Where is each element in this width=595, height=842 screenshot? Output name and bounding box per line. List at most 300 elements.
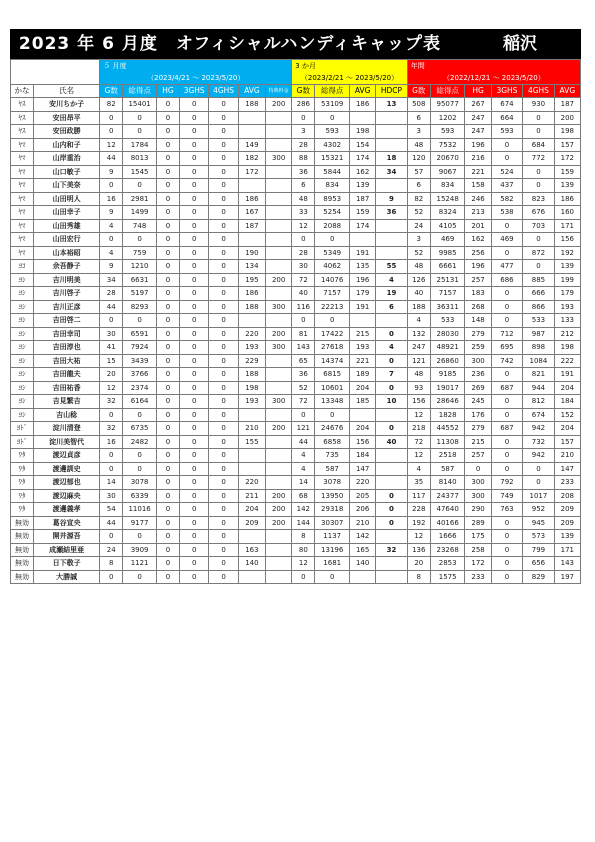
kana-cell: ﾖｼ (11, 314, 34, 328)
hdcp-cell: 0 (376, 422, 407, 436)
cell: 212 (554, 327, 580, 341)
cell: 197 (554, 570, 580, 584)
col-header-kana: かな (11, 85, 34, 98)
cell: 209 (554, 503, 580, 517)
cell: 1784 (123, 138, 157, 152)
cell: 9 (100, 165, 123, 179)
cell: 0 (123, 462, 157, 476)
cell: 139 (554, 260, 580, 274)
cell: 684 (523, 138, 554, 152)
cell: 34 (100, 273, 123, 287)
hdcp-cell: 0 (376, 503, 407, 517)
cell: 0 (179, 111, 208, 125)
cell: 0 (156, 138, 179, 152)
cell: 4 (292, 449, 315, 463)
cell: 0 (156, 408, 179, 422)
cell: 221 (465, 165, 491, 179)
table-row (11, 381, 581, 395)
cell: 159 (554, 165, 580, 179)
name-cell: 開井源吾 (34, 530, 100, 544)
cell: 0 (523, 165, 554, 179)
cell: 0 (523, 462, 554, 476)
cell: 300 (266, 395, 292, 409)
cell: 0 (491, 395, 522, 409)
cell: 167 (238, 206, 265, 220)
col-header: 3GHS (491, 85, 522, 98)
cell: 121 (407, 354, 430, 368)
cell: 80 (292, 543, 315, 557)
cell: 573 (523, 530, 554, 544)
cell: 12 (407, 449, 430, 463)
cell: 7532 (430, 138, 465, 152)
kana-cell: ﾜﾀ (11, 476, 34, 490)
cell: 1210 (123, 260, 157, 274)
cell: 1121 (123, 557, 157, 571)
table-row (11, 206, 581, 220)
cell: 0 (156, 260, 179, 274)
cell: 269 (465, 381, 491, 395)
cell: 140 (350, 557, 376, 571)
cell: 236 (465, 368, 491, 382)
cell (266, 449, 292, 463)
cell: 772 (523, 152, 554, 166)
cell: 3766 (123, 368, 157, 382)
cell: 14 (100, 476, 123, 490)
cell: 885 (523, 273, 554, 287)
cell: 48 (407, 138, 430, 152)
cell: 0 (156, 165, 179, 179)
col-header: 総得点 (315, 85, 350, 98)
cell (350, 111, 376, 125)
cell: 0 (209, 206, 238, 220)
kana-cell: ﾜﾀ (11, 489, 34, 503)
name-cell: 渡辺郁也 (34, 476, 100, 490)
hdcp-cell: 0 (376, 489, 407, 503)
cell (266, 570, 292, 584)
cell: 116 (292, 300, 315, 314)
section-3month-range: （2023/2/21 ～ 2023/5/20） (292, 72, 407, 85)
cell: 0 (209, 125, 238, 139)
cell: 0 (491, 435, 522, 449)
cell: 4 (100, 219, 123, 233)
cell: 0 (156, 462, 179, 476)
cell: 120 (407, 152, 430, 166)
cell: 0 (100, 408, 123, 422)
cell: 196 (465, 260, 491, 274)
cell: 72 (407, 435, 430, 449)
cell: 1202 (430, 111, 465, 125)
cell: 593 (430, 125, 465, 139)
cell: 28646 (430, 395, 465, 409)
hdcp-cell: 55 (376, 260, 407, 274)
cell: 149 (238, 138, 265, 152)
cell: 533 (430, 314, 465, 328)
cell: 30 (100, 489, 123, 503)
hdcp-cell (376, 219, 407, 233)
cell: 687 (491, 422, 522, 436)
cell: 0 (100, 314, 123, 328)
cell: 0 (179, 165, 208, 179)
col-header: G数 (407, 85, 430, 98)
cell: 524 (491, 165, 522, 179)
hdcp-cell: 0 (376, 381, 407, 395)
cell: 140 (238, 557, 265, 571)
cell: 0 (465, 462, 491, 476)
cell: 0 (156, 327, 179, 341)
cell (266, 233, 292, 247)
hdcp-cell (376, 476, 407, 490)
cell: 0 (209, 395, 238, 409)
cell: 156 (407, 395, 430, 409)
cell: 213 (465, 206, 491, 220)
cell: 742 (491, 354, 522, 368)
cell: 0 (292, 233, 315, 247)
cell: 220 (238, 327, 265, 341)
name-cell: 安田政勝 (34, 125, 100, 139)
section-annual-label: 年間 (407, 60, 580, 73)
cell: 187 (350, 192, 376, 206)
col-header: 4GHS (523, 85, 554, 98)
cell: 40 (407, 287, 430, 301)
table-row (11, 314, 581, 328)
cell: 0 (179, 503, 208, 517)
cell: 200 (266, 503, 292, 517)
kana-cell: ﾔｽ (11, 111, 34, 125)
cell: 187 (554, 98, 580, 112)
cell: 52 (292, 381, 315, 395)
cell: 0 (209, 570, 238, 584)
cell: 54 (100, 503, 123, 517)
cell: 233 (554, 476, 580, 490)
cell: 290 (465, 503, 491, 517)
cell: 0 (123, 314, 157, 328)
name-cell: 淀川清登 (34, 422, 100, 436)
cell: 0 (209, 287, 238, 301)
cell: 13196 (315, 543, 350, 557)
cell: 687 (491, 381, 522, 395)
cell: 1828 (430, 408, 465, 422)
cell: 155 (238, 435, 265, 449)
cell: 93 (407, 381, 430, 395)
cell: 186 (350, 98, 376, 112)
cell: 196 (350, 273, 376, 287)
cell: 0 (100, 179, 123, 193)
kana-cell: 無効 (11, 543, 34, 557)
title-bar (10, 29, 581, 59)
cell: 186 (238, 192, 265, 206)
cell: 0 (292, 570, 315, 584)
blank-cell (11, 60, 100, 73)
cell: 258 (465, 543, 491, 557)
cell: 17422 (315, 327, 350, 341)
cell: 9 (100, 206, 123, 220)
cell: 187 (238, 219, 265, 233)
section-monthly-label: ５ 月度 (100, 60, 292, 73)
hdcp-cell: 40 (376, 435, 407, 449)
table-row (11, 489, 581, 503)
cell (266, 408, 292, 422)
cell: 204 (350, 422, 376, 436)
cell: 0 (179, 381, 208, 395)
cell: 0 (156, 395, 179, 409)
cell: 12 (292, 219, 315, 233)
cell: 674 (491, 98, 522, 112)
cell: 0 (209, 381, 238, 395)
hdcp-cell: 0 (376, 516, 407, 530)
cell: 193 (554, 300, 580, 314)
cell: 247 (465, 111, 491, 125)
cell: 3909 (123, 543, 157, 557)
cell: 0 (209, 165, 238, 179)
name-cell: 渡邊訓史 (34, 462, 100, 476)
cell: 749 (491, 489, 522, 503)
cell: 19017 (430, 381, 465, 395)
table-row (11, 516, 581, 530)
cell: 13348 (315, 395, 350, 409)
cell: 0 (491, 557, 522, 571)
cell: 156 (554, 233, 580, 247)
cell: 930 (523, 98, 554, 112)
cell: 229 (238, 354, 265, 368)
name-cell: 渡辺麻央 (34, 489, 100, 503)
cell: 0 (156, 314, 179, 328)
cell: 257 (465, 449, 491, 463)
cell (238, 462, 265, 476)
cell: 8013 (123, 152, 157, 166)
cell: 0 (179, 570, 208, 584)
cell: 0 (156, 98, 179, 112)
cell: 866 (523, 300, 554, 314)
col-header: AVG (554, 85, 580, 98)
hdcp-cell (376, 570, 407, 584)
cell: 0 (209, 152, 238, 166)
cell: 0 (179, 179, 208, 193)
cell: 0 (123, 233, 157, 247)
cell: 220 (238, 476, 265, 490)
cell: 44 (100, 516, 123, 530)
cell: 6164 (123, 395, 157, 409)
cell: 0 (491, 287, 522, 301)
name-cell: 吉田幸司 (34, 327, 100, 341)
cell: 8324 (430, 206, 465, 220)
cell: 30 (100, 327, 123, 341)
cell: 1084 (523, 354, 554, 368)
cell: 14 (292, 476, 315, 490)
cell: 0 (156, 449, 179, 463)
table-row (11, 287, 581, 301)
cell: 210 (350, 516, 376, 530)
cell: 215 (350, 327, 376, 341)
cell: 117 (407, 489, 430, 503)
cell: 8140 (430, 476, 465, 490)
cell: 823 (523, 192, 554, 206)
col-header: 特典料金 (266, 85, 292, 98)
hdcp-cell (376, 111, 407, 125)
cell: 215 (465, 435, 491, 449)
hdcp-cell: 0 (376, 354, 407, 368)
cell: 0 (209, 246, 238, 260)
kana-cell: ﾖｼ (11, 368, 34, 382)
hdcp-cell (376, 557, 407, 571)
cell: 6815 (315, 368, 350, 382)
cell: 0 (100, 570, 123, 584)
cell: 186 (554, 192, 580, 206)
cell: 11016 (123, 503, 157, 517)
cell: 0 (209, 219, 238, 233)
cell: 2482 (123, 435, 157, 449)
cell: 48 (292, 192, 315, 206)
cell: 0 (179, 516, 208, 530)
cell: 0 (123, 408, 157, 422)
cell: 200 (266, 327, 292, 341)
cell: 4 (292, 462, 315, 476)
cell: 3078 (123, 476, 157, 490)
hdcp-cell (376, 314, 407, 328)
cell: 0 (292, 111, 315, 125)
cell (266, 138, 292, 152)
cell: 200 (266, 516, 292, 530)
cell: 48 (407, 260, 430, 274)
cell: 135 (350, 260, 376, 274)
name-cell: 吉川正彦 (34, 300, 100, 314)
cell: 36311 (430, 300, 465, 314)
cell: 0 (292, 314, 315, 328)
cell: 233 (465, 570, 491, 584)
cell: 0 (179, 489, 208, 503)
hdcp-cell (376, 233, 407, 247)
kana-cell: 無効 (11, 516, 34, 530)
kana-cell: ﾖｼ (11, 273, 34, 287)
table-row (11, 219, 581, 233)
cell: 193 (238, 341, 265, 355)
cell: 0 (491, 449, 522, 463)
cell: 126 (407, 273, 430, 287)
cell (266, 206, 292, 220)
cell: 0 (123, 570, 157, 584)
cell: 0 (156, 435, 179, 449)
cell: 13950 (315, 489, 350, 503)
cell: 15 (100, 354, 123, 368)
kana-cell: ﾖｼ (11, 341, 34, 355)
cell: 942 (523, 449, 554, 463)
cell: 0 (156, 354, 179, 368)
cell: 15401 (123, 98, 157, 112)
cell: 204 (554, 422, 580, 436)
cell: 821 (523, 368, 554, 382)
kana-cell: ﾜﾀ (11, 503, 34, 517)
cell (350, 314, 376, 328)
cell: 0 (156, 152, 179, 166)
cell: 0 (491, 462, 522, 476)
name-cell: 成瀬結里亜 (34, 543, 100, 557)
cell: 664 (491, 111, 522, 125)
cell: 0 (523, 111, 554, 125)
cell: 36 (292, 165, 315, 179)
cell: 156 (350, 435, 376, 449)
cell: 0 (209, 422, 238, 436)
table-row (11, 395, 581, 409)
table-row (11, 557, 581, 571)
cell: 82 (407, 192, 430, 206)
name-cell: 山本裕昭 (34, 246, 100, 260)
table-row (11, 246, 581, 260)
table-row (11, 273, 581, 287)
cell: 2374 (123, 381, 157, 395)
cell: 0 (491, 408, 522, 422)
cell (266, 111, 292, 125)
cell: 204 (350, 381, 376, 395)
kana-cell: ﾔﾏ (11, 219, 34, 233)
cell: 945 (523, 516, 554, 530)
cell: 211 (238, 489, 265, 503)
table-row (11, 422, 581, 436)
cell (266, 165, 292, 179)
cell: 703 (523, 219, 554, 233)
cell: 0 (179, 530, 208, 544)
cell: 159 (350, 206, 376, 220)
site-name: 稲沢 (503, 34, 537, 54)
cell: 40166 (430, 516, 465, 530)
cell: 179 (554, 287, 580, 301)
cell: 72 (292, 273, 315, 287)
cell: 1666 (430, 530, 465, 544)
cell: 193 (238, 395, 265, 409)
cell: 142 (292, 503, 315, 517)
cell (266, 260, 292, 274)
cell: 65 (292, 354, 315, 368)
cell: 196 (465, 138, 491, 152)
cell: 593 (315, 125, 350, 139)
cell: 216 (465, 152, 491, 166)
kana-cell: ﾔﾏ (11, 138, 34, 152)
cell: 0 (209, 408, 238, 422)
name-cell: 山田幸子 (34, 206, 100, 220)
cell: 0 (179, 462, 208, 476)
cell: 1681 (315, 557, 350, 571)
cell: 6661 (430, 260, 465, 274)
col-header: 4GHS (209, 85, 238, 98)
cell: 0 (209, 179, 238, 193)
cell: 148 (465, 314, 491, 328)
table-row (11, 476, 581, 490)
cell: 0 (156, 381, 179, 395)
cell: 0 (156, 476, 179, 490)
cell: 279 (465, 327, 491, 341)
cell: 2853 (430, 557, 465, 571)
cell: 3078 (315, 476, 350, 490)
cell: 132 (407, 327, 430, 341)
cell: 16 (100, 192, 123, 206)
cell: 0 (209, 341, 238, 355)
cell: 5844 (315, 165, 350, 179)
cell (266, 381, 292, 395)
name-cell: 安川ちか子 (34, 98, 100, 112)
cell: 267 (465, 98, 491, 112)
cell: 4302 (315, 138, 350, 152)
cell: 0 (179, 327, 208, 341)
cell: 0 (209, 192, 238, 206)
cell: 0 (156, 570, 179, 584)
kana-cell: ﾔﾏ (11, 152, 34, 166)
hdcp-cell: 34 (376, 165, 407, 179)
cell: 41 (100, 341, 123, 355)
cell: 257 (465, 273, 491, 287)
name-cell: 吉田龍夫 (34, 368, 100, 382)
cell: 188 (238, 300, 265, 314)
hdcp-cell (376, 408, 407, 422)
cell: 15321 (315, 152, 350, 166)
cell (266, 219, 292, 233)
